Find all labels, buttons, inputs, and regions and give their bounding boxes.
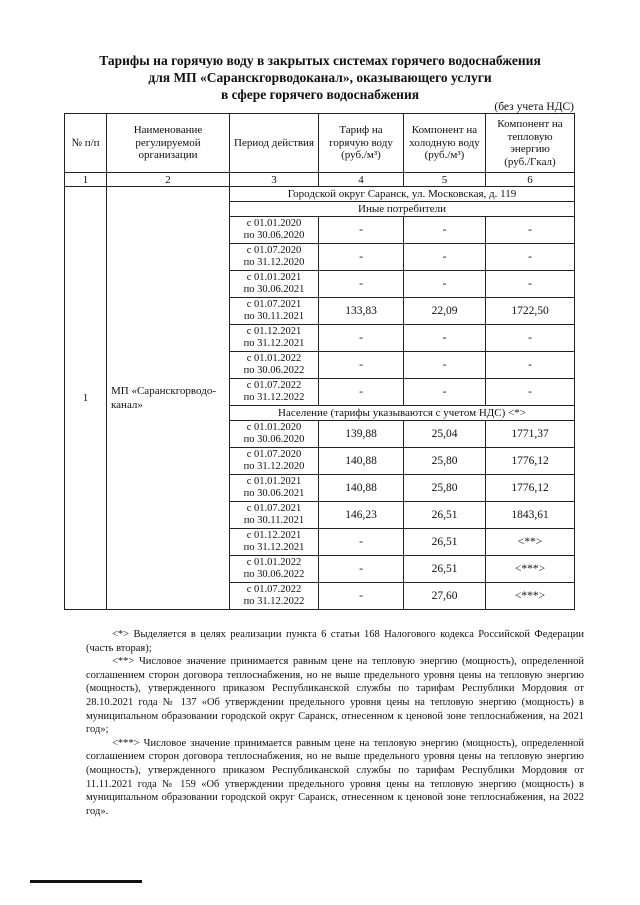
tariff-value: 139,88 (319, 421, 404, 448)
tariff-table (64, 113, 575, 610)
period-cell (230, 379, 319, 406)
period-cell (230, 502, 319, 529)
period-from: с 01.07.2022 (246, 584, 302, 595)
cold-value: 26,51 (404, 556, 486, 583)
period-to: по 30.06.2022 (243, 569, 305, 580)
heat-value: <**> (486, 529, 575, 556)
document-title (60, 52, 580, 103)
period-from: с 01.07.2020 (246, 245, 302, 256)
header-row (65, 114, 575, 173)
location-row (65, 187, 575, 202)
group1-label: Иные потребители (230, 202, 575, 217)
header-cold-label: Компонент на холодную воду (409, 124, 480, 149)
heat-value: - (486, 217, 575, 244)
header-cold-unit: (руб./м³) (424, 149, 465, 162)
header-heat-unit: (руб./Гкал) (504, 155, 556, 168)
cold-value: 25,80 (404, 475, 486, 502)
tariff-value: - (319, 352, 404, 379)
period-cell (230, 244, 319, 271)
period-to: по 30.06.2020 (243, 230, 305, 241)
header-org: Наименование регулируемой организации (107, 114, 230, 173)
header-tariff-label: Тариф на горячую воду (329, 124, 393, 149)
heat-value: 1776,12 (486, 475, 575, 502)
period-cell (230, 556, 319, 583)
period-from: с 01.07.2022 (246, 380, 302, 391)
period-to: по 31.12.2021 (243, 338, 305, 349)
period-to: по 30.11.2021 (243, 515, 305, 526)
period-from: с 01.01.2022 (246, 353, 302, 364)
tariff-value: 140,88 (319, 448, 404, 475)
cold-value: - (404, 379, 486, 406)
heat-value: - (486, 352, 575, 379)
col-num-5: 5 (404, 173, 486, 187)
title-line-1: Тарифы на горячую воду в закрытых системах горячего водоснабжения (99, 53, 541, 68)
footnote-2: <**> Числовое значение принимается равным цене на тепловую энергию (мощность), определенной соглашением сторон договора теплоснабжения, но не выше предельного уровня цены на тепловую энергию (мощность), утвержденного приказом Республиканской службы по тарифам Республики Мордовия от 28.10.2021 года № 137 «Об утверждении предельного уровня цены на тепловую энергию (мощность) в муниципальном образовании городской округ Саранск, отнесенном к ценовой зоне теплоснабжения, на 2021 год»; (86, 656, 584, 736)
period-to: по 30.06.2021 (243, 488, 305, 499)
period-from: с 01.07.2020 (246, 449, 302, 460)
title-line-3: в сфере горячего водоснабжения (220, 87, 420, 102)
period-from: с 01.01.2021 (246, 272, 302, 283)
period-from: с 01.01.2020 (246, 422, 302, 433)
period-from: с 01.12.2021 (246, 326, 302, 337)
period-to: по 31.12.2022 (243, 392, 305, 403)
period-from: с 01.07.2021 (246, 503, 302, 514)
tariff-value: 146,23 (319, 502, 404, 529)
column-number-row (65, 173, 575, 187)
period-to: по 30.06.2021 (243, 284, 305, 295)
title-line-2: для МП «Саранскгорводоканал», оказывающего услуги (148, 70, 492, 85)
period-to: по 30.06.2020 (243, 434, 305, 445)
cold-value: 27,60 (404, 583, 486, 610)
header-tariff-unit: (руб./м³) (341, 149, 381, 162)
cold-value: - (404, 244, 486, 271)
col-num-3: 3 (230, 173, 319, 187)
period-cell (230, 529, 319, 556)
period-to: по 30.11.2021 (243, 311, 305, 322)
header-tariff (319, 114, 404, 173)
period-cell (230, 448, 319, 475)
tariff-value: 133,83 (319, 298, 404, 325)
cold-value: - (404, 217, 486, 244)
header-heat (486, 114, 575, 173)
period-cell (230, 352, 319, 379)
cold-value: 26,51 (404, 529, 486, 556)
footnotes (86, 628, 584, 818)
heat-value: <***> (486, 556, 575, 583)
period-cell (230, 271, 319, 298)
organization-name: МП «Саранскгорводо-канал» (107, 187, 230, 610)
period-cell (230, 583, 319, 610)
header-num: № п/п (65, 114, 107, 173)
col-num-2: 2 (107, 173, 230, 187)
cold-value: 22,09 (404, 298, 486, 325)
cold-value: - (404, 271, 486, 298)
tariff-value: - (319, 244, 404, 271)
tariff-value: 140,88 (319, 475, 404, 502)
cold-value: 25,80 (404, 448, 486, 475)
heat-value: 1722,50 (486, 298, 575, 325)
header-heat-label: Компонент на тепловую энергию (497, 118, 563, 155)
heat-value: 1771,37 (486, 421, 575, 448)
period-from: с 01.12.2021 (246, 530, 302, 541)
heat-value: - (486, 244, 575, 271)
period-cell (230, 217, 319, 244)
tariff-value: - (319, 379, 404, 406)
period-to: по 31.12.2020 (243, 461, 305, 472)
heat-value: - (486, 271, 575, 298)
tariff-value: - (319, 583, 404, 610)
period-to: по 30.06.2022 (243, 365, 305, 376)
period-from: с 01.01.2020 (246, 218, 302, 229)
footnote-3: <***> Числовое значение принимается равным цене на тепловую энергию (мощность), определенной соглашением сторон договора теплоснабжения, но не выше предельного уровня цены на тепловую энергию (мощность), утвержденного приказом Республиканской службы по тарифам Республики Мордовия от 11.11.2021 года № 159 «Об утверждении предельного уровня цены на тепловую энергию (мощность) в муниципальном образовании городской округ Саранск, отнесенном к ценовой зоне теплоснабжения, на 2022 год». (86, 737, 584, 817)
cold-value: - (404, 325, 486, 352)
tariff-value: - (319, 217, 404, 244)
heat-value: - (486, 325, 575, 352)
period-cell (230, 325, 319, 352)
period-to: по 31.12.2021 (243, 542, 305, 553)
period-from: с 01.01.2022 (246, 557, 302, 568)
location: Городской округ Саранск, ул. Московская, д. 119 (230, 187, 575, 202)
tariff-value: - (319, 271, 404, 298)
tariff-value: - (319, 556, 404, 583)
cold-value: 26,51 (404, 502, 486, 529)
vat-note: (без учета НДС) (494, 101, 574, 113)
heat-value: 1843,61 (486, 502, 575, 529)
period-cell (230, 298, 319, 325)
group2-label: Население (тарифы указываются с учетом НДС) <*> (230, 406, 575, 421)
heat-value: 1776,12 (486, 448, 575, 475)
period-to: по 31.12.2022 (243, 596, 305, 607)
cold-value: 25,04 (404, 421, 486, 448)
header-cold (404, 114, 486, 173)
cold-value: - (404, 352, 486, 379)
period-from: с 01.01.2021 (246, 476, 302, 487)
footnote-1: <*> Выделяется в целях реализации пункта 6 статьи 168 Налогового кодекса Российской Федерации (часть вторая); (86, 629, 584, 654)
col-num-6: 6 (486, 173, 575, 187)
period-cell (230, 421, 319, 448)
period-cell (230, 475, 319, 502)
period-to: по 31.12.2020 (243, 257, 305, 268)
tariff-value: - (319, 529, 404, 556)
heat-value: - (486, 379, 575, 406)
row-number: 1 (65, 187, 107, 610)
col-num-4: 4 (319, 173, 404, 187)
period-from: с 01.07.2021 (246, 299, 302, 310)
heat-value: <***> (486, 583, 575, 610)
header-period: Период действия (230, 114, 319, 173)
bottom-rule (30, 880, 142, 883)
tariff-value: - (319, 325, 404, 352)
col-num-1: 1 (65, 173, 107, 187)
